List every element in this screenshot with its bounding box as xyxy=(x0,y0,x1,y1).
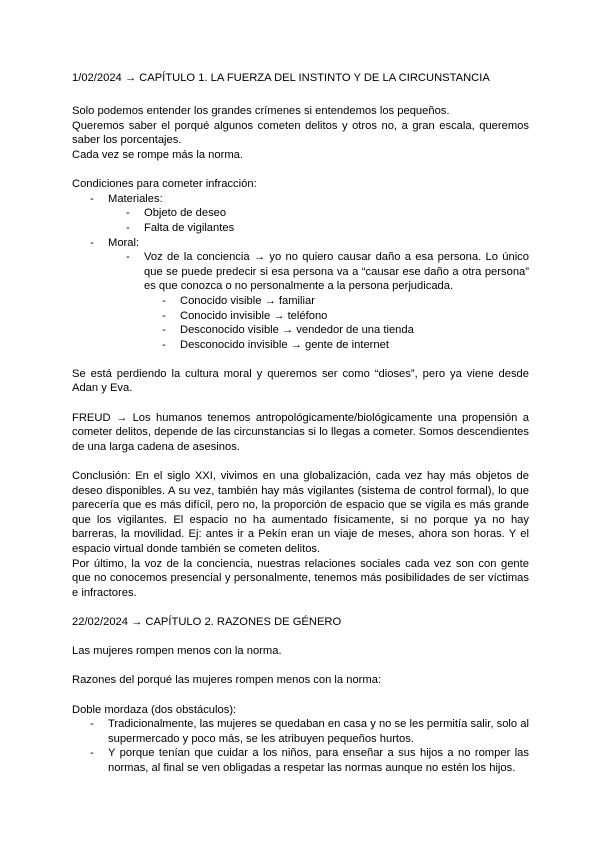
bullet-dash: - xyxy=(90,192,94,205)
bullet-dash: - xyxy=(162,309,166,322)
bullet-dash: - xyxy=(126,207,130,220)
chapter-1-heading: 1/02/2024 → CAPÍTULO 1. LA FUERZA DEL INSTINTO Y DE LA CIRCUNSTANCIA xyxy=(72,72,490,84)
bullet-dash: - xyxy=(162,324,166,337)
list-item xyxy=(72,236,529,251)
bullet-dash: - xyxy=(90,747,94,760)
list-item-text: Tradicionalmente, las mujeres se quedaban en casa y no se les permitía salir, solo al supermercado y poco más, se les atribuyen pequeños hurtos. xyxy=(108,718,529,745)
list-item-text: Desconocido visible → vendedor de una tienda xyxy=(180,324,414,337)
intro-line: Queremos saber el porqué algunos cometen delitos y otros no, a gran escala, queremos saber los porcentajes. xyxy=(72,119,529,147)
list-item-text: Conocido invisible → teléfono xyxy=(180,309,328,322)
list-item xyxy=(72,294,529,309)
bullet-dash: - xyxy=(90,236,94,249)
chapter-2-line: Las mujeres rompen menos con la norma. xyxy=(72,645,282,658)
bullet-dash: - xyxy=(162,338,166,351)
paragraph-final: Por último, la voz de la conciencia, nuestras relaciones sociales cada vez son con gente que no conocemos presencial y personalmente, tenemos más posibilidades de ser víctimas e infractores. xyxy=(72,557,529,599)
paragraph-moral: Se está perdiendo la cultura moral y queremos ser como “dioses”, pero ya viene desde Adan y Eva. xyxy=(72,367,529,395)
list-item xyxy=(72,206,529,221)
list-item xyxy=(72,338,529,353)
list-item xyxy=(72,250,529,294)
intro-line: Cada vez se rompe más la norma. xyxy=(72,148,243,161)
list-item xyxy=(72,323,529,338)
list-item-text: Falta de vigilantes xyxy=(144,221,235,234)
conditions-title: Condiciones para cometer infracción: xyxy=(72,178,257,191)
bullet-dash: - xyxy=(90,718,94,731)
list-item-text: Moral: xyxy=(108,236,140,249)
mordaza-title: Doble mordaza (dos obstáculos): xyxy=(72,703,237,716)
document-body xyxy=(72,71,529,776)
list-item xyxy=(72,746,529,775)
bullet-dash: - xyxy=(126,221,130,234)
bullet-dash: - xyxy=(162,294,166,307)
paragraph-freud: FREUD → Los humanos tenemos antropológicamente/biológicamente una propensión a cometer delitos, depende de las circunstancias si lo llegas a cometer. Somos descendientes de una larga cadena de asesinos. xyxy=(72,411,529,453)
list-item-text: Voz de la conciencia → yo no quiero causar daño a esa persona. Lo único que se puede predecir si esa persona va a “causar ese daño a otra persona” es que conozca o no personalmente a la persona perjudicada. xyxy=(144,251,529,293)
list-item-text: Desconocido invisible → gente de internet xyxy=(180,338,389,351)
list-item xyxy=(72,221,529,236)
bullet-dash: - xyxy=(126,251,130,264)
list-item xyxy=(72,192,529,207)
list-item xyxy=(72,717,529,746)
list-item-text: Conocido visible → familiar xyxy=(180,294,315,307)
chapter-2-heading: 22/02/2024 → CAPÍTULO 2. RAZONES DE GÉNERO xyxy=(72,615,342,628)
list-item-text: Materiales: xyxy=(108,192,163,205)
intro-line: Solo podemos entender los grandes crímenes si entendemos los pequeños. xyxy=(72,105,450,118)
chapter-2-line: Razones del porqué las mujeres rompen menos con la norma: xyxy=(72,674,382,687)
list-item-text: Objeto de deseo xyxy=(144,207,227,220)
paragraph-conclusion: Conclusión: En el siglo XXI, vivimos en una globalización, cada vez hay más objetos de deseo disponibles. A su vez, también hay más vigilantes (sistema de control formal), lo que parecería que es más difícil, pero no, la proporción de espacio que se vigila es más grande que los vigilantes. El espacio no ha aumentado físicamente, si no porque ya no hay barreras, la movilidad. Ej: antes ir a Pekín eran un viaje de meses, ahora son horas. Y el espacio virtual donde también se cometen delitos. xyxy=(72,470,529,555)
list-item-text: Y porque tenían que cuidar a los niños, para enseñar a sus hijos a no romper las normas, al final se ven obligadas a respetar las normas aunque no estén los hijos. xyxy=(108,747,529,774)
list-item xyxy=(72,309,529,324)
